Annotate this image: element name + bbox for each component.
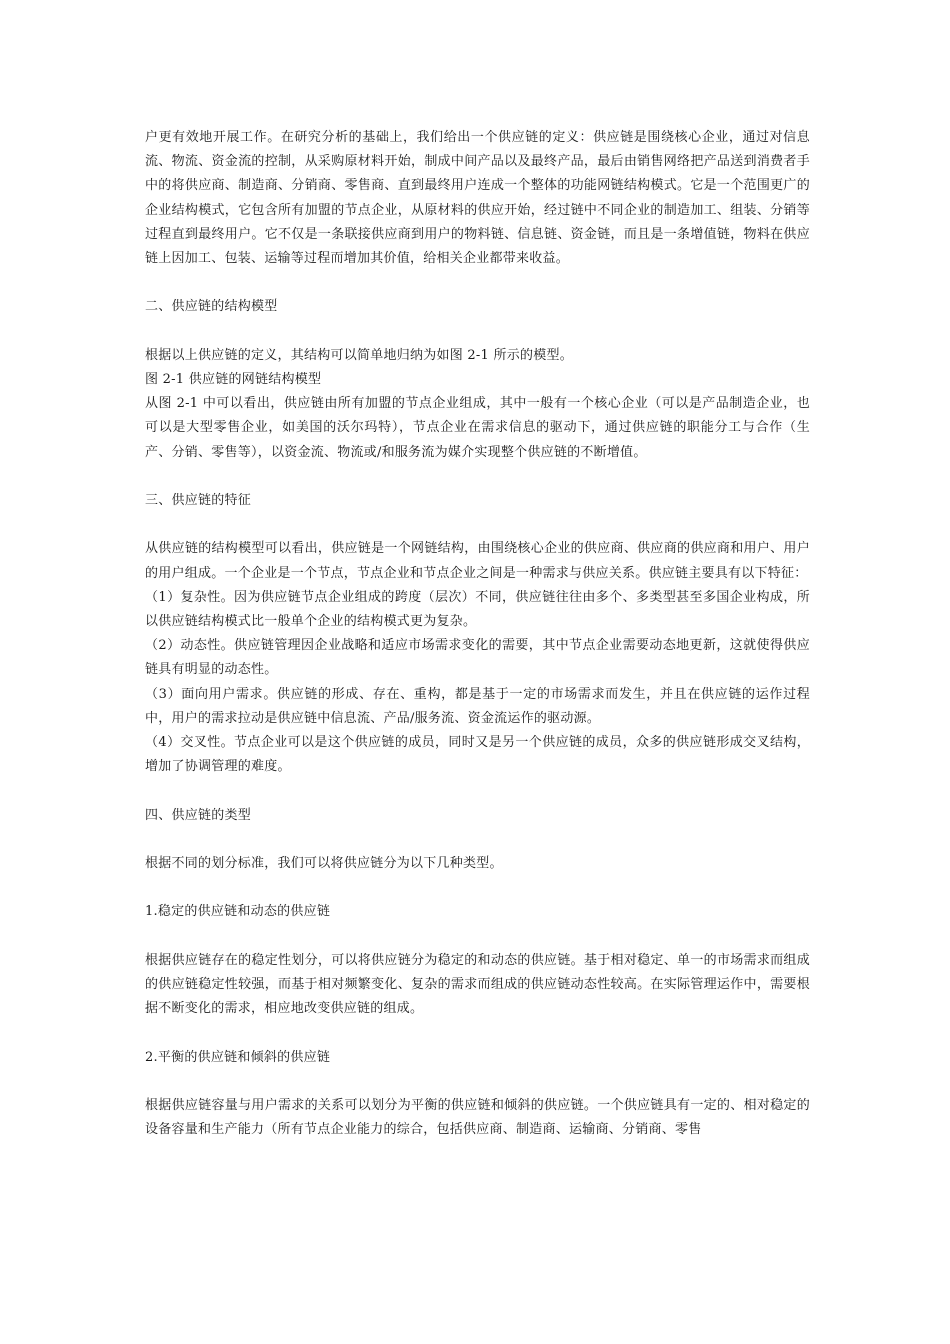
section-heading-characteristics: 三、供应链的特征 — [145, 493, 252, 508]
paragraph-gap — [145, 925, 810, 949]
paragraph-characteristics-intro: 从供应链的结构模型可以看出，供应链是一个网链结构，由围绕核心企业的供应商、供应商的供应商和用户、用户的用户组成。一个企业是一个节点，节点企业和节点企业之间是一种需求与供应关系。供应链主要具有以下特征： — [145, 541, 810, 581]
figure-caption: 图 2-1 供应链的网链结构模型 — [145, 372, 322, 387]
paragraph-gap — [145, 513, 810, 537]
paragraph-gap — [145, 779, 810, 803]
subheading-balanced-tilted: 2.平衡的供应链和倾斜的供应链 — [145, 1049, 331, 1065]
document-page — [145, 126, 810, 1142]
section-heading-types: 四、供应链的类型 — [145, 807, 252, 823]
list-item-dynamics: （2）动态性。供应链管理因企业战略和适应市场需求变化的需要，其中节点企业需要动态地更新，这就使得供应链具有明显的动态性。 — [145, 638, 810, 678]
paragraph-types-intro: 根据不同的划分标准，我们可以将供应链分为以下几种类型。 — [145, 856, 503, 871]
list-item-user-demand: （3）面向用户需求。供应链的形成、存在、重构，都是基于一定的市场需求而发生，并且在供应链的运作过程中，用户的需求拉动是供应链中信息流、产品/服务流、资金流运作的驱动源。 — [145, 686, 810, 726]
subheading-stable-dynamic: 1.稳定的供应链和动态的供应链 — [145, 904, 331, 920]
paragraph-gap — [145, 271, 810, 295]
list-item-cross: （4）交叉性。节点企业可以是这个供应链的成员，同时又是另一个供应链的成员，众多的供应链形成交叉结构，增加了协调管理的难度。 — [145, 735, 810, 775]
paragraph-figure-explanation: 从图 2-1 中可以看出，供应链由所有加盟的节点企业组成，其中一般有一个核心企业（可以是产品制造企业，也可以是大型零售企业，如美国的沃尔玛特），节点企业在需求信息的驱动下，通过供应链的职能分工与合作（生产、分销、零售等），以资金流、物流或/和服务流为媒介实现整个供应链的不断增值。 — [145, 396, 810, 460]
paragraph-balanced-tilted: 根据供应链容量与用户需求的关系可以划分为平衡的供应链和倾斜的供应链。一个供应链具有一定的、相对稳定的设备容量和生产能力（所有节点企业能力的综合，包括供应商、制造商、运输商、分销商、零售 — [145, 1097, 810, 1138]
paragraph-gap — [145, 465, 810, 489]
paragraph-definition: 户更有效地开展工作。在研究分析的基础上，我们给出一个供应链的定义：供应链是围绕核心企业，通过对信息流、物流、资金流的控制，从采购原材料开始，制成中间产品以及最终产品，最后由销售网络把产品送到消费者手中的将供应商、制造商、分销商、零售商、直到最终用户连成一个整体的功能网链结构模式。它是一个范围更广的企业结构模式，它包含所有加盟的节点企业，从原材料的供应开始，经过链中不同企业的制造加工、组装、分销等过程直到最终用户。它不仅是一条联接供应商到用户的物料链、信息链、资金链，而且是一条增值链，物料在供应链上因加工、包装、运输等过程而增加其价值，给相关企业都带来收益。 — [145, 130, 810, 267]
paragraph-stable-dynamic: 根据供应链存在的稳定性划分，可以将供应链分为稳定的和动态的供应链。基于相对稳定、单一的市场需求而组成的供应链稳定性较强，而基于相对频繁变化、复杂的需求而组成的供应链动态性较高。在实际管理运作中，需要根据不断变化的需求，相应地改变供应链的组成。 — [145, 952, 810, 1017]
paragraph-gap — [145, 1070, 810, 1094]
paragraph-gap — [145, 320, 810, 344]
paragraph-gap — [145, 1021, 810, 1045]
paragraph-structure-intro: 根据以上供应链的定义，其结构可以简单地归纳为如图 2-1 所示的模型。 — [145, 347, 573, 363]
paragraph-gap — [145, 828, 810, 852]
list-item-complexity: （1）复杂性。因为供应链节点企业组成的跨度（层次）不同，供应链往往由多个、多类型甚至多国企业构成，所以供应链结构模式比一般单个企业的结构模式更为复杂。 — [145, 589, 810, 629]
paragraph-gap — [145, 876, 810, 900]
section-heading-structure-model: 二、供应链的结构模型 — [145, 299, 278, 315]
